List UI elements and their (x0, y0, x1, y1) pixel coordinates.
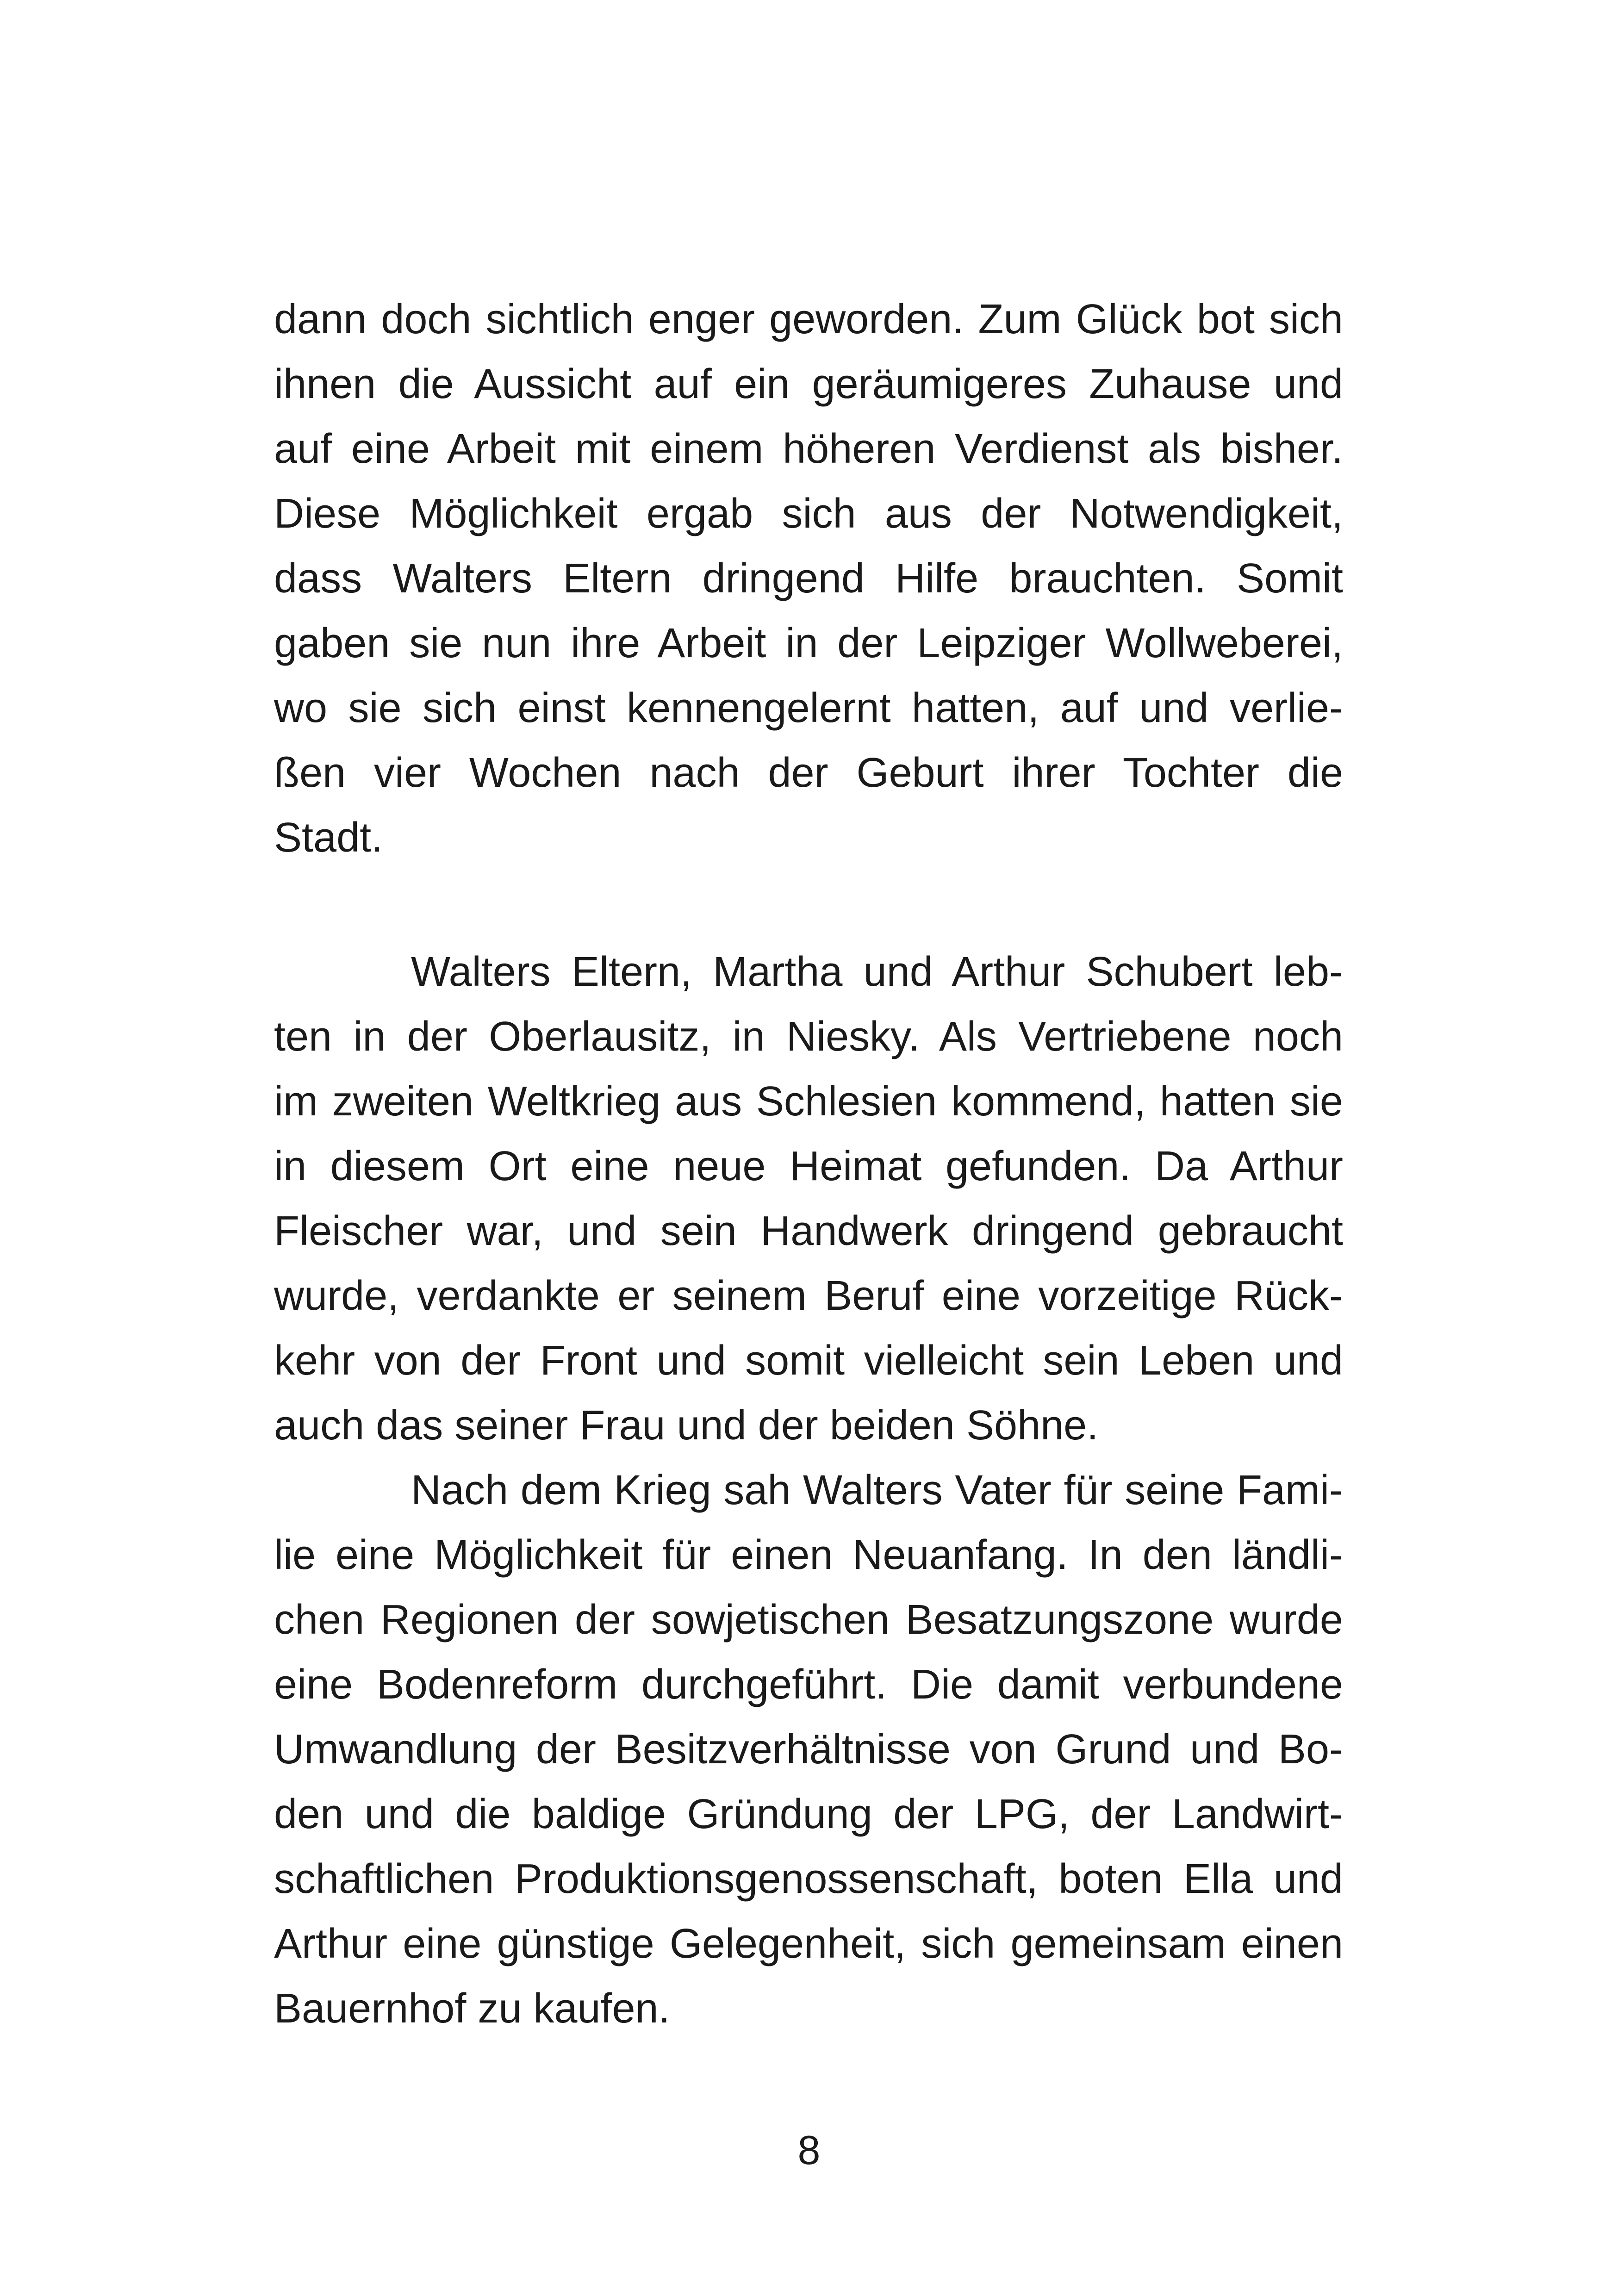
text-line: ßen vier Wochen nach der Geburt ihrer Tochter die (274, 750, 1343, 796)
text-line: Stadt. (274, 815, 383, 861)
text-line: wurde, verdankte er seinem Beruf eine vorzeitige Rück- (274, 1273, 1343, 1319)
text-line: Umwandlung der Besitzverhältnisse von Grund und Bo- (274, 1726, 1343, 1773)
text-line: eine Bodenreform durchgeführt. Die damit verbundene (274, 1661, 1343, 1708)
text-line: gaben sie nun ihre Arbeit in der Leipziger Wollweberei, (274, 620, 1343, 666)
text-line: ten in der Oberlausitz, in Niesky. Als Vertriebene noch (274, 1014, 1343, 1060)
text-line: im zweiten Weltkrieg aus Schlesien kommend, hatten sie (274, 1078, 1343, 1125)
text-line: lie eine Möglichkeit für einen Neuanfang. In den ländli- (274, 1532, 1343, 1578)
text-line: ihnen die Aussicht auf ein geräumigeres Zuhause und (274, 361, 1343, 407)
text-line: den und die baldige Gründung der LPG, der Landwirt- (274, 1791, 1343, 1837)
text-line: Fleischer war, und sein Handwerk dringend gebraucht (274, 1208, 1343, 1254)
text-line: dann doch sichtlich enger geworden. Zum Glück bot sich (274, 296, 1343, 342)
text-line: auch das seiner Frau und der beiden Söhne. (274, 1402, 1099, 1449)
text-line: auf eine Arbeit mit einem höheren Verdienst als bisher. (274, 426, 1343, 472)
text-line: Diese Möglichkeit ergab sich aus der Notwendigkeit, (274, 491, 1343, 537)
text-line: kehr von der Front und somit vielleicht sein Leben und (274, 1338, 1343, 1384)
text-line: dass Walters Eltern dringend Hilfe brauchten. Somit (274, 555, 1343, 602)
text-line: Walters Eltern, Martha und Arthur Schubert leb- (411, 949, 1343, 995)
text-line: chen Regionen der sowjetischen Besatzungszone wurde (274, 1597, 1343, 1643)
text-line: in diesem Ort eine neue Heimat gefunden. Da Arthur (274, 1143, 1343, 1189)
page-number: 8 (797, 2127, 821, 2173)
text-line: schaftlichen Produktionsgenossenschaft, boten Ella und (274, 1856, 1343, 1902)
text-line: Bauernhof zu kaufen. (274, 1985, 670, 2032)
text-line: Arthur eine günstige Gelegenheit, sich gemeinsam einen (274, 1921, 1343, 1967)
text-line: wo sie sich einst kennengelernt hatten, auf und verlie- (274, 685, 1343, 731)
text-line: Nach dem Krieg sah Walters Vater für seine Fami- (411, 1467, 1343, 1513)
